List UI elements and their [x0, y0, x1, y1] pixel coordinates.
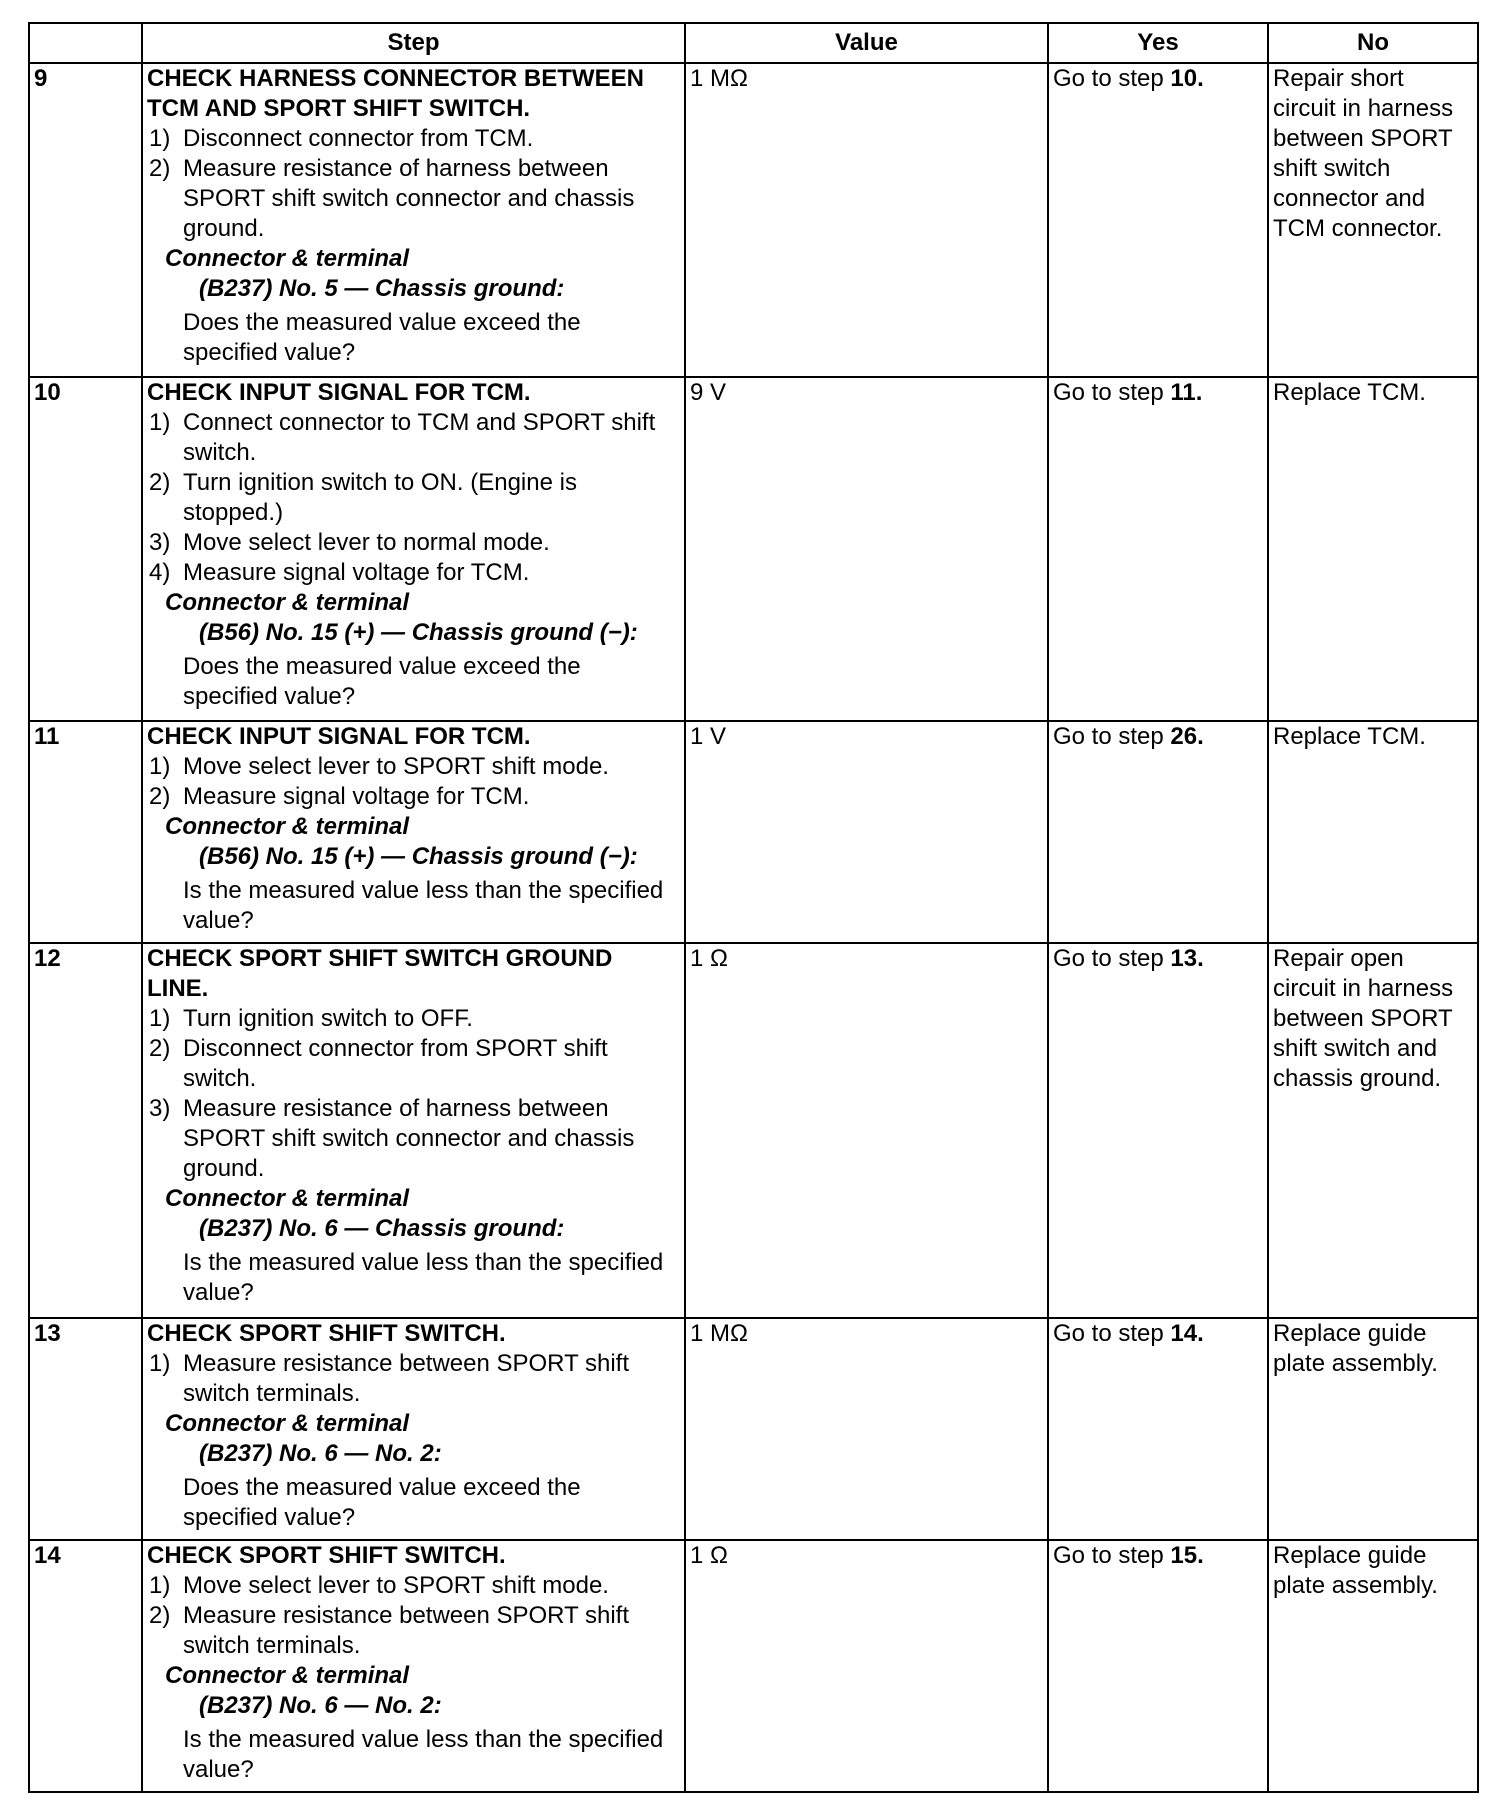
yes-step-link[interactable]: 11.	[1170, 378, 1203, 406]
table-row	[29, 377, 1478, 722]
substep-text: Measure signal voltage for TCM.	[183, 783, 530, 811]
connector-label: Connector & terminal	[165, 588, 410, 616]
substep-number: 1)	[149, 753, 171, 781]
substep-text: Move select lever to SPORT shift mode.	[183, 753, 609, 781]
step-heading: CHECK SPORT SHIFT SWITCH.	[147, 1541, 506, 1569]
value-cell: 9 V	[685, 377, 1048, 722]
substep-number: 2)	[149, 1034, 171, 1062]
yes-prefix: Go to step	[1053, 1320, 1171, 1348]
substep-number: 2)	[149, 783, 171, 811]
value-cell: 1 Ω	[685, 943, 1048, 1318]
connector-detail: (B237) No. 6 — No. 2:	[199, 1440, 442, 1468]
substep-number: 1)	[149, 1004, 171, 1032]
yes-step-link[interactable]: 10.	[1170, 65, 1204, 92]
substep-text: Measure resistance of harness between SPORT shift switch connector and chassis ground.	[183, 155, 635, 242]
table-body	[29, 63, 1478, 1792]
substep	[147, 1601, 680, 1661]
substep-text: Move select lever to normal mode.	[183, 528, 550, 556]
substep-list	[147, 1349, 680, 1409]
connector-label: Connector & terminal	[165, 813, 410, 841]
step-cell	[142, 377, 685, 722]
connector-detail: (B56) No. 15 (+) — Chassis ground (−):	[199, 843, 638, 871]
no-cell: Repair short circuit in harness between SPORT shift switch connector and TCM connector.	[1268, 63, 1478, 377]
diagnostic-table	[28, 22, 1479, 1793]
connector-detail: (B56) No. 15 (+) — Chassis ground (−):	[199, 618, 638, 646]
step-number: 13	[29, 1318, 142, 1540]
yes-prefix: Go to step	[1053, 723, 1171, 751]
yes-prefix: Go to step	[1053, 944, 1171, 972]
yes-prefix: Go to step	[1053, 65, 1171, 92]
step-cell	[142, 1540, 685, 1792]
value-cell: 1 MΩ	[685, 1318, 1048, 1540]
substep-text: Disconnect connector from SPORT shift switch.	[183, 1034, 608, 1092]
substep-text: Measure signal voltage for TCM.	[183, 558, 530, 586]
substep	[147, 468, 680, 528]
connector-detail: (B237) No. 5 — Chassis ground:	[199, 275, 565, 302]
step-question: Is the measured value less than the specified value?	[183, 877, 664, 935]
step-question: Is the measured value less than the specified value?	[183, 1248, 664, 1306]
substep	[147, 154, 680, 244]
yes-cell	[1048, 1318, 1268, 1540]
step-heading: CHECK SPORT SHIFT SWITCH.	[147, 1320, 506, 1348]
no-cell: Replace TCM.	[1268, 721, 1478, 943]
substep-list	[147, 1004, 680, 1184]
substep-text: Turn ignition switch to ON. (Engine is stopped.)	[183, 468, 577, 526]
substep-number: 2)	[149, 468, 171, 496]
table-row	[29, 943, 1478, 1318]
substep-text: Connect connector to TCM and SPORT shift switch.	[183, 408, 656, 466]
substep-text: Measure resistance between SPORT shift switch terminals.	[183, 1601, 629, 1659]
header-num	[29, 23, 142, 63]
substep	[147, 124, 680, 154]
yes-cell	[1048, 721, 1268, 943]
substep	[147, 528, 680, 558]
yes-prefix: Go to step	[1053, 1541, 1171, 1569]
table-row	[29, 721, 1478, 943]
substep-text: Move select lever to SPORT shift mode.	[183, 1571, 609, 1599]
step-cell	[142, 943, 685, 1318]
step-question: Does the measured value exceed the specified value?	[183, 309, 581, 366]
yes-cell	[1048, 1540, 1268, 1792]
table-row	[29, 63, 1478, 377]
substep-list	[147, 1571, 680, 1661]
substep-list	[147, 124, 680, 244]
yes-cell	[1048, 943, 1268, 1318]
substep	[147, 1349, 680, 1409]
yes-step-link[interactable]: 14.	[1170, 1320, 1204, 1348]
header-step: Step	[142, 23, 685, 63]
connector-label: Connector & terminal	[165, 245, 410, 272]
substep-text: Disconnect connector from TCM.	[183, 125, 534, 152]
yes-step-link[interactable]: 15.	[1170, 1541, 1204, 1569]
substep-number: 1)	[149, 125, 171, 152]
step-heading: CHECK INPUT SIGNAL FOR TCM.	[147, 723, 531, 751]
connector-detail: (B237) No. 6 — No. 2:	[199, 1691, 442, 1719]
yes-step-link[interactable]: 26.	[1170, 723, 1204, 751]
table-row	[29, 1540, 1478, 1792]
substep	[147, 1094, 680, 1184]
substep-text: Measure resistance between SPORT shift switch terminals.	[183, 1350, 629, 1408]
yes-cell	[1048, 63, 1268, 377]
value-cell: 1 Ω	[685, 1540, 1048, 1792]
substep-text: Turn ignition switch to OFF.	[183, 1004, 473, 1032]
table-row	[29, 1318, 1478, 1540]
no-cell: Replace TCM.	[1268, 377, 1478, 722]
step-question: Does the measured value exceed the specified value?	[183, 652, 581, 710]
step-number: 12	[29, 943, 142, 1318]
substep	[147, 1571, 680, 1601]
step-question: Does the measured value exceed the specified value?	[183, 1474, 581, 1532]
connector-label: Connector & terminal	[165, 1184, 410, 1212]
header-value: Value	[685, 23, 1048, 63]
connector-label: Connector & terminal	[165, 1661, 410, 1689]
no-cell: Repair open circuit in harness between SPORT shift switch and chassis ground.	[1268, 943, 1478, 1318]
step-heading: CHECK INPUT SIGNAL FOR TCM.	[147, 378, 531, 406]
substep-number: 1)	[149, 1571, 171, 1599]
step-number: 14	[29, 1540, 142, 1792]
substep-list	[147, 752, 680, 812]
yes-step-link[interactable]: 13.	[1170, 944, 1204, 972]
step-number: 9	[29, 63, 142, 377]
yes-cell	[1048, 377, 1268, 722]
header-row	[29, 23, 1478, 63]
no-cell: Replace guide plate assembly.	[1268, 1318, 1478, 1540]
connector-detail: (B237) No. 6 — Chassis ground:	[199, 1214, 565, 1242]
header-yes: Yes	[1048, 23, 1268, 63]
step-question: Is the measured value less than the specified value?	[183, 1725, 664, 1783]
substep	[147, 782, 680, 812]
connector-label: Connector & terminal	[165, 1410, 410, 1438]
substep-number: 3)	[149, 528, 171, 556]
substep-list	[147, 408, 680, 588]
substep	[147, 558, 680, 588]
value-cell: 1 MΩ	[685, 63, 1048, 377]
step-cell	[142, 63, 685, 377]
substep-number: 2)	[149, 155, 171, 182]
substep	[147, 752, 680, 782]
substep-number: 2)	[149, 1601, 171, 1629]
step-cell	[142, 721, 685, 943]
yes-prefix: Go to step	[1053, 378, 1171, 406]
no-cell: Replace guide plate assembly.	[1268, 1540, 1478, 1792]
substep-number: 1)	[149, 408, 171, 436]
header-no: No	[1268, 23, 1478, 63]
substep-number: 4)	[149, 558, 171, 586]
substep	[147, 1034, 680, 1094]
step-number: 11	[29, 721, 142, 943]
substep-number: 3)	[149, 1094, 171, 1122]
step-heading: CHECK SPORT SHIFT SWITCH GROUND LINE.	[147, 944, 613, 1002]
step-number: 10	[29, 377, 142, 722]
value-cell: 1 V	[685, 721, 1048, 943]
substep-text: Measure resistance of harness between SPORT shift switch connector and chassis ground.	[183, 1094, 635, 1182]
step-cell	[142, 1318, 685, 1540]
substep	[147, 408, 680, 468]
step-heading: CHECK HARNESS CONNECTOR BETWEEN TCM AND SPORT SHIFT SWITCH.	[147, 65, 644, 122]
substep	[147, 1004, 680, 1034]
substep-number: 1)	[149, 1350, 171, 1378]
